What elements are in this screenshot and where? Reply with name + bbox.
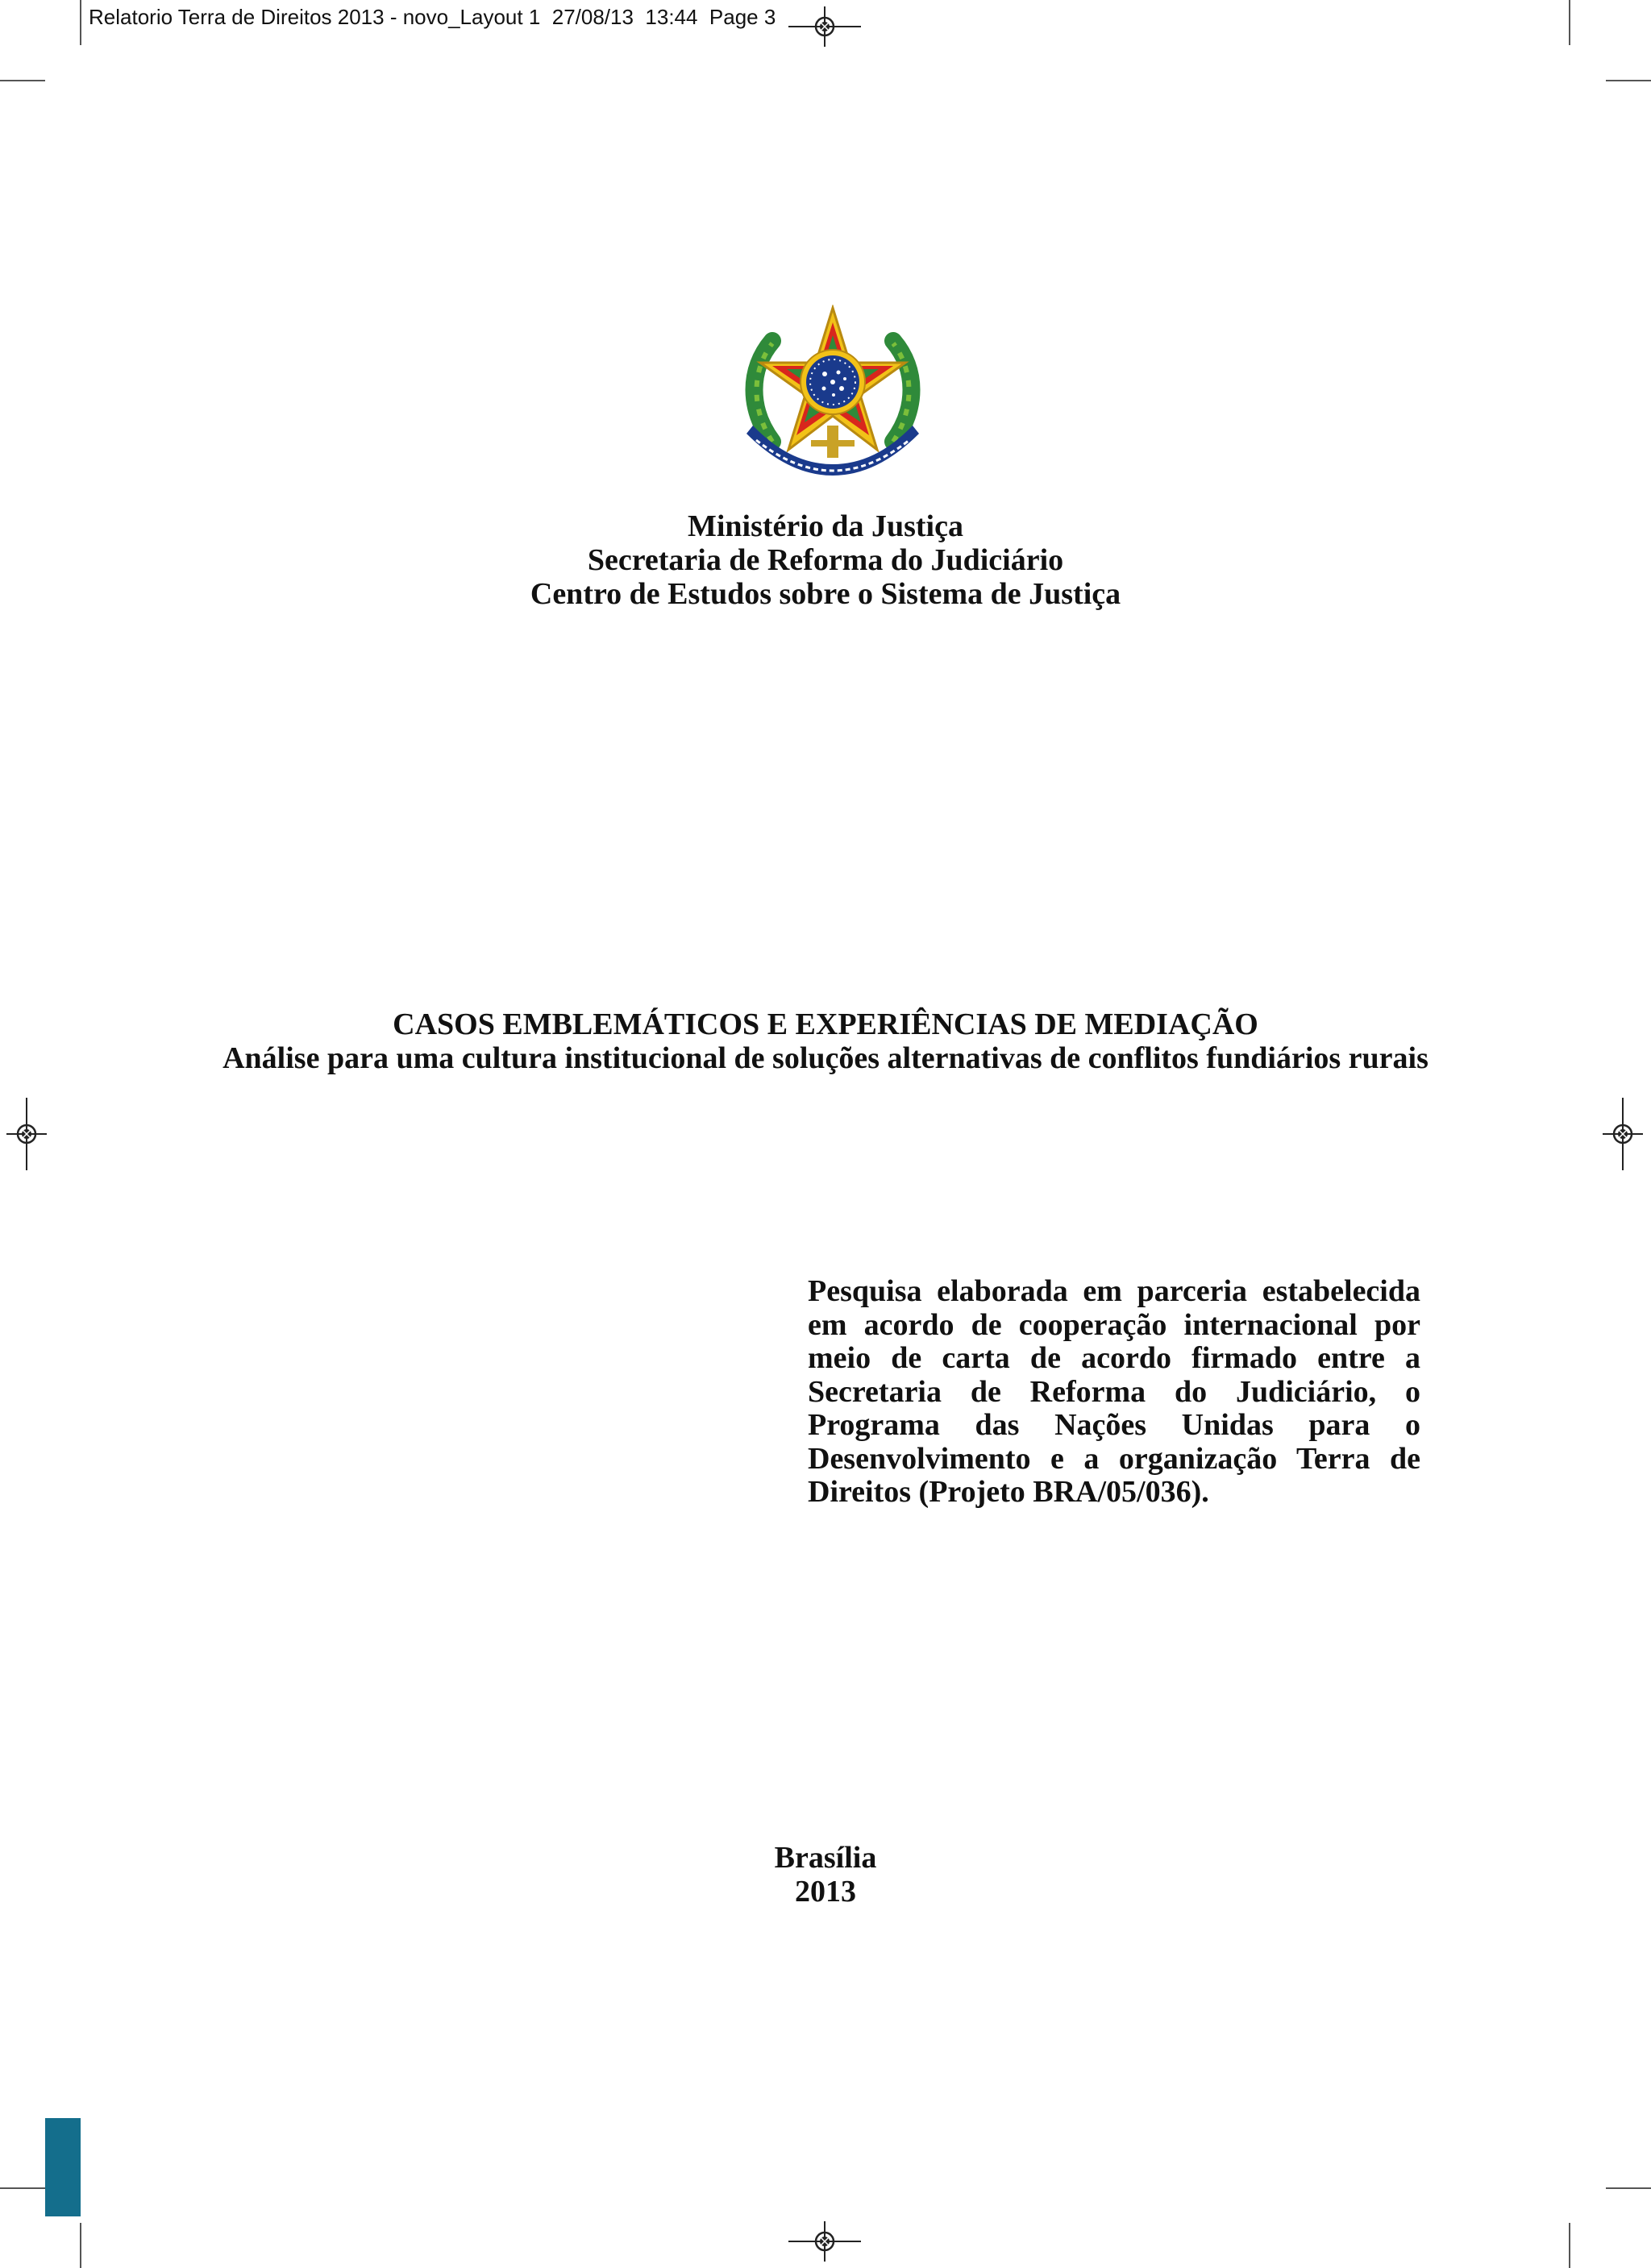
crop-mark-top-right-h <box>1606 80 1651 81</box>
section-tab <box>45 2118 81 2216</box>
registration-mark-top-icon <box>788 6 861 47</box>
crop-mark-top-left-v <box>80 0 81 45</box>
crop-mark-top-left-h <box>0 80 45 81</box>
imprint-block <box>0 1841 1651 1909</box>
imprint-year: 2013 <box>795 1875 856 1909</box>
institution-block <box>0 509 1651 611</box>
registration-mark-bottom-icon <box>788 2221 861 2262</box>
ministry-name: Ministério da Justiça <box>688 509 963 543</box>
document-subtitle: Análise para uma cultura institucional de soluções alternativas de conflitos fundiários rurais <box>222 1041 1429 1075</box>
document-title: CASOS EMBLEMÁTICOS E EXPERIÊNCIAS DE MEDIAÇÃO <box>393 1007 1258 1041</box>
center-name: Centro de Estudos sobre o Sistema de Justiça <box>530 577 1121 611</box>
crop-mark-bottom-left-h <box>0 2187 45 2189</box>
secretariat-name: Secretaria de Reforma do Judiciário <box>587 543 1064 577</box>
crop-mark-bottom-right-v <box>1569 2223 1570 2268</box>
crop-mark-top-right-v <box>1569 0 1570 45</box>
imprint-city: Brasília <box>774 1841 877 1875</box>
registration-mark-right-icon <box>1603 1098 1643 1170</box>
registration-mark-left-icon <box>6 1098 47 1170</box>
brazil-coat-of-arms-icon <box>740 305 925 482</box>
print-slug: Relatorio Terra de Direitos 2013 - novo_Layout 1 27/08/13 13:44 Page 3 <box>89 5 776 29</box>
crop-mark-bottom-left-v <box>80 2223 81 2268</box>
title-block <box>0 1007 1651 1075</box>
crop-mark-bottom-right-h <box>1606 2187 1651 2189</box>
research-note: Pesquisa elaborada em parceria estabelecida em acordo de cooperação internacional por meio de carta de acordo firmado entre a Secretaria de Reforma do Judiciário, o Programa das Nações Unidas para o Desenvolvimento e a organização Terra de Direitos (Projeto BRA/05/036). <box>808 1274 1420 1509</box>
